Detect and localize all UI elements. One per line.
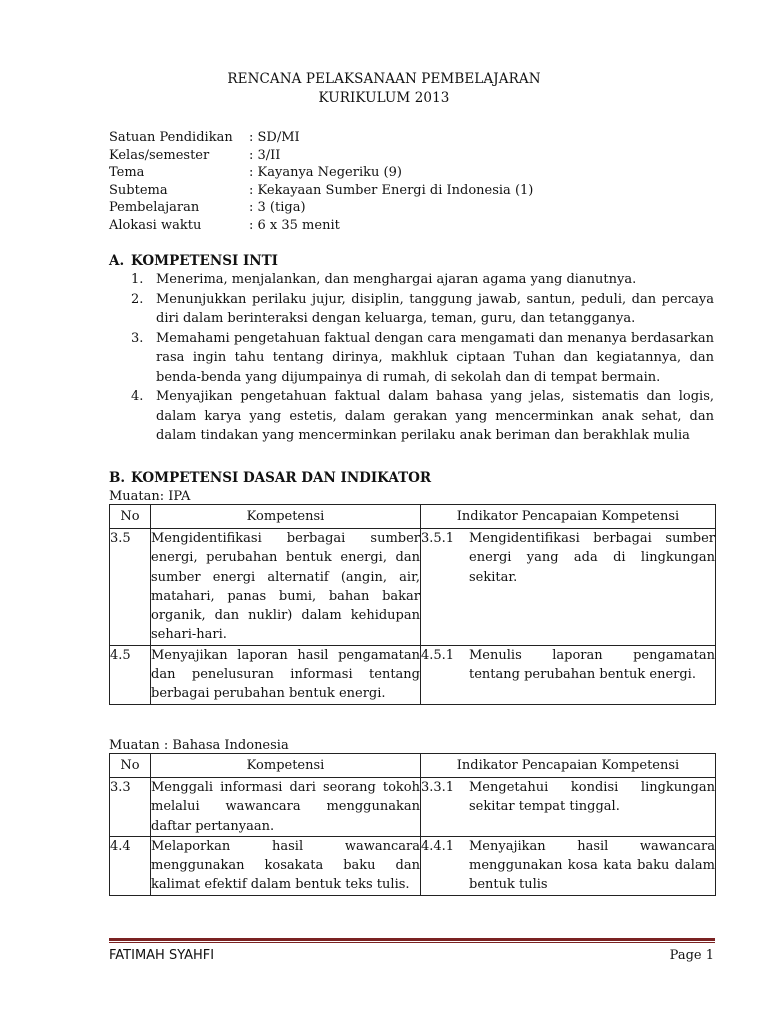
list-text: Menyajikan pengetahuan faktual dalam bahasa yang jelas, sistematis dan logis, dalam karya yang estetis, dalam gerakan yang mencerminkan anak sehat, dan dalam tindakan yang mencerminkan perilaku anak beriman dan berakhlak mulia — [156, 389, 714, 443]
list-item — [131, 329, 714, 388]
section-a-heading — [109, 252, 278, 270]
kd-number: 3.3 — [110, 778, 151, 837]
header-indikator: Indikator Pencapaian Kompetensi — [421, 754, 716, 778]
section-letter: A. — [109, 253, 125, 269]
table-header-row — [110, 505, 716, 529]
document-title: RENCANA PELAKSANAAN PEMBELAJARAN — [227, 71, 541, 87]
kd-number: 3.5 — [110, 529, 151, 646]
list-text: Menerima, menjalankan, dan menghargai ajaran agama yang dianutnya. — [156, 272, 637, 287]
indicator-code: 4.4.1 — [421, 838, 455, 854]
info-label: Tema — [109, 165, 145, 181]
list-item — [131, 387, 714, 446]
indicator-code: 3.3.1 — [421, 780, 455, 795]
indicator-cell — [421, 645, 716, 704]
header-indikator: Indikator Pencapaian Kompetensi — [421, 505, 716, 529]
muatan-ipa-label: Muatan: IPA — [109, 489, 191, 504]
list-number: 4. — [131, 389, 144, 404]
page-number: Page 1 — [669, 948, 714, 963]
indicator-text: Mengidentifikasi berbagai sumber energi yang ada di lingkungan sekitar. — [469, 531, 715, 585]
kd-number: 4.4 — [110, 836, 151, 895]
info-label: Satuan Pendidikan — [109, 130, 233, 145]
indicator-cell — [421, 778, 716, 837]
header-no: No — [110, 754, 151, 778]
header-kompetensi: Kompetensi — [151, 505, 421, 529]
kd-text: Menyajikan laporan hasil pengamatan dan penelusuran informasi tentang berbagai perubahan bentuk energi. — [151, 645, 421, 704]
footer-author: FATIMAH SYAHFI — [109, 948, 215, 963]
footer-divider-thin — [109, 942, 715, 943]
section-b-heading — [109, 469, 431, 487]
indicator-cell — [421, 836, 716, 895]
list-number: 3. — [131, 330, 144, 346]
ipa-competency-table — [109, 504, 716, 705]
info-value: : 3/II — [249, 147, 281, 163]
table-row — [110, 645, 716, 704]
list-text: Memahami pengetahuan faktual dengan cara mengamati dan menanya berdasarkan rasa ingin tahu tentang dirinya, makhluk ciptaan Tuhan dan kegiatannya, dan benda-benda yang dijumpainya di rumah, di sekolah dan di tempat bermain. — [156, 330, 714, 385]
kd-number: 4.5 — [110, 645, 151, 704]
list-number: 1. — [131, 272, 144, 287]
footer-divider — [109, 938, 715, 941]
indicator-text: Mengetahui kondisi lingkungan sekitar tempat tinggal. — [469, 780, 715, 815]
kompetensi-inti-list — [131, 270, 714, 446]
indicator-text: Menyajikan hasil wawancara menggunakan kosa kata baku dalam bentuk tulis — [469, 838, 715, 893]
section-title: KOMPETENSI INTI — [131, 253, 278, 269]
info-label: Alokasi waktu — [109, 217, 202, 233]
kd-text: Melaporkan hasil wawancara menggunakan kosakata baku dan kalimat efektif dalam bentuk teks tulis. — [151, 836, 421, 895]
table-row — [110, 836, 716, 895]
info-value: : SD/MI — [249, 130, 300, 145]
info-label: Subtema — [109, 182, 168, 198]
list-text: Menunjukkan perilaku jujur, disiplin, tanggung jawab, santun, peduli, dan percaya diri dalam berinteraksi dengan keluarga, teman, guru, dan tetangganya. — [156, 291, 714, 326]
bahasa-indonesia-competency-table — [109, 753, 716, 896]
indicator-cell — [421, 529, 716, 646]
muatan-bi-label: Muatan : Bahasa Indonesia — [109, 738, 289, 753]
indicator-code: 4.5.1 — [421, 647, 455, 663]
header-kompetensi: Kompetensi — [151, 754, 421, 778]
indicator-text: Menulis laporan pengamatan tentang perubahan bentuk energi. — [469, 647, 715, 683]
info-value: : 6 x 35 menit — [249, 217, 340, 233]
info-value: : Kekayaan Sumber Energi di Indonesia (1) — [249, 182, 534, 198]
kd-text: Menggali informasi dari seorang tokoh melalui wawancara menggunakan daftar pertanyaan. — [151, 778, 421, 837]
info-label: Pembelajaran — [109, 200, 200, 216]
list-item — [131, 270, 714, 290]
info-value: : Kayanya Negeriku (9) — [249, 165, 402, 181]
list-item — [131, 290, 714, 329]
list-number: 2. — [131, 291, 144, 307]
indicator-code: 3.5.1 — [421, 531, 455, 546]
table-header-row — [110, 754, 716, 778]
section-title: KOMPETENSI DASAR DAN INDIKATOR — [131, 470, 432, 486]
kd-text: Mengidentifikasi berbagai sumber energi, perubahan bentuk energi, dan sumber energi alternatif (angin, air, matahari, panas bumi, bahan bakar organik, dan nuklir) dalam kehidupan sehari-hari. — [151, 529, 421, 646]
table-row — [110, 778, 716, 837]
header-no: No — [110, 505, 151, 529]
section-letter: B. — [109, 470, 126, 486]
curriculum-subtitle: KURIKULUM 2013 — [318, 90, 450, 106]
info-label: Kelas/semester — [109, 147, 210, 163]
table-row — [110, 529, 716, 646]
info-value: : 3 (tiga) — [249, 200, 306, 216]
